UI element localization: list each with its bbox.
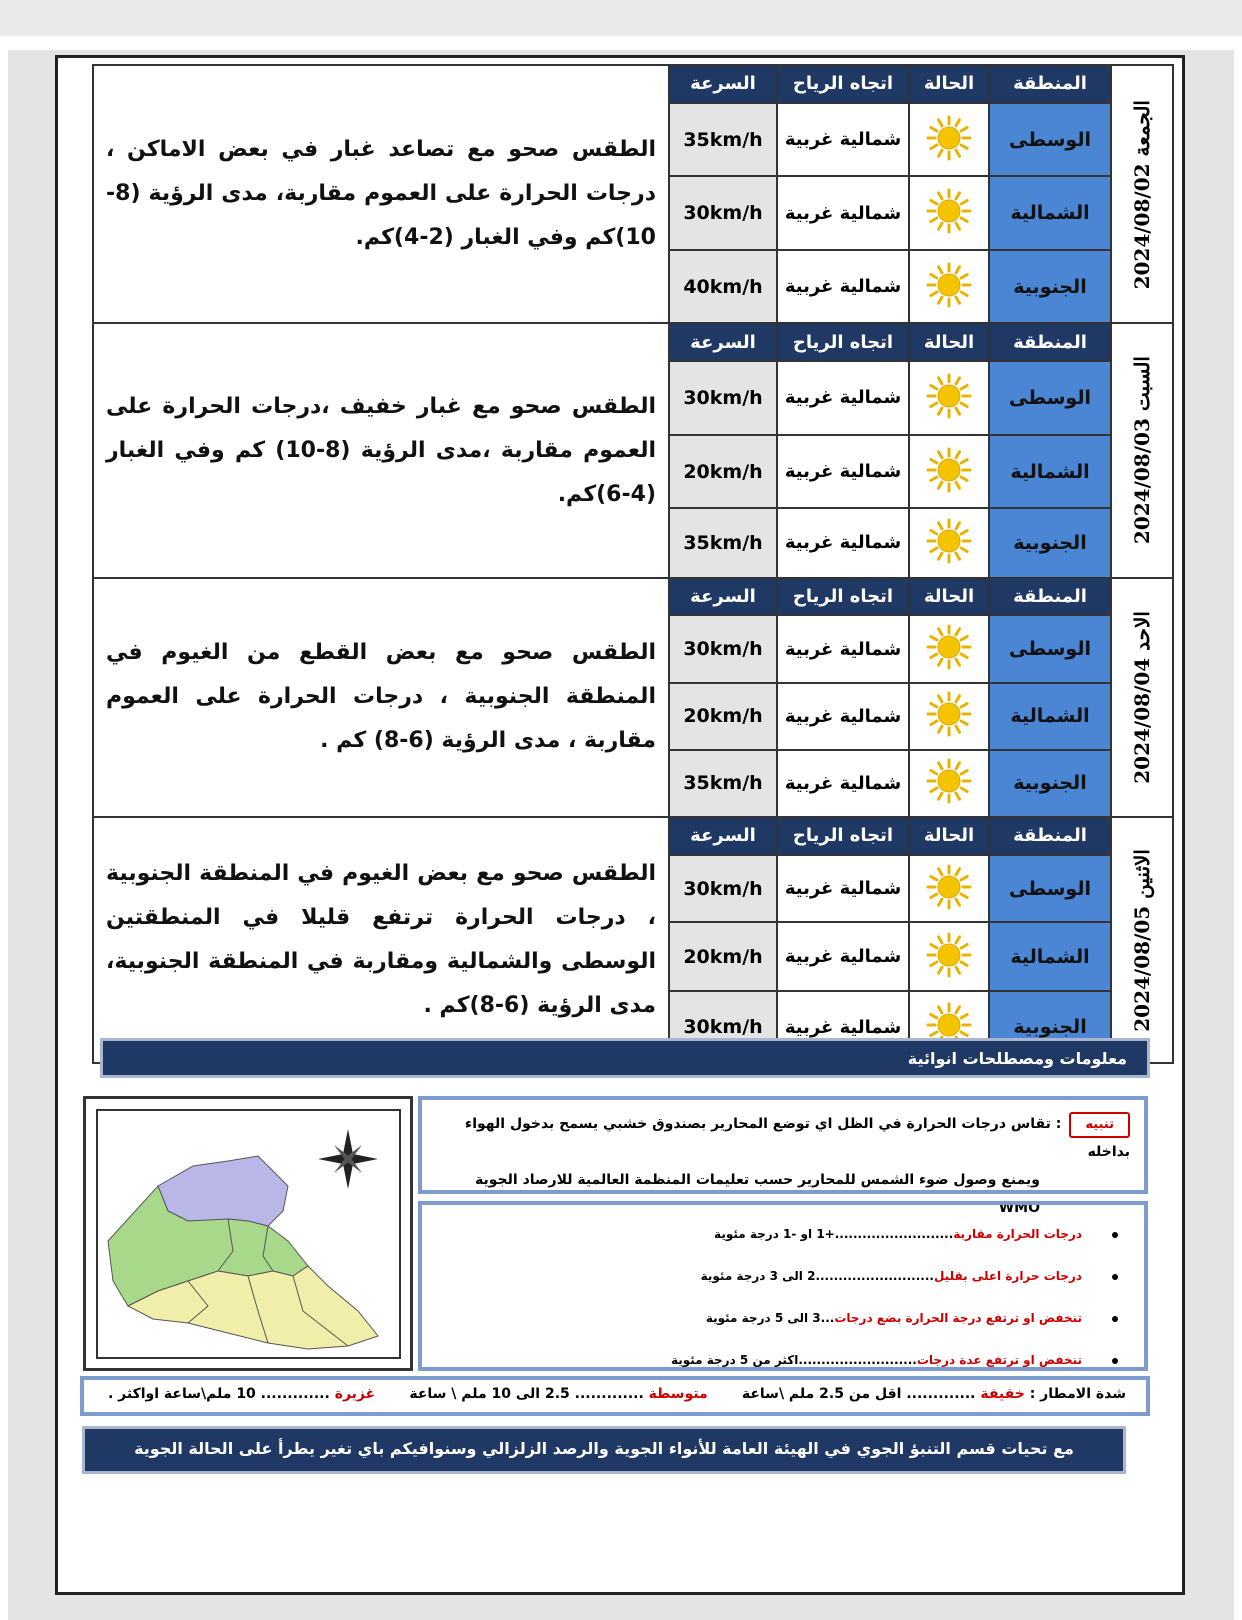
speed-cell: 20km/h xyxy=(669,922,777,991)
sun-icon xyxy=(925,623,973,675)
rain-light-value: ............. اقل من 2.5 ملم \ساعة xyxy=(741,1386,976,1402)
header-speed: السرعة xyxy=(669,578,777,616)
forecast-page xyxy=(55,55,1185,1595)
day-date: الاثنين 2024/08/05 xyxy=(1111,817,1173,1063)
region-cell: الوسطى xyxy=(989,855,1111,922)
top-bar xyxy=(0,0,1242,36)
header-region: المنطقة xyxy=(989,65,1111,103)
header-speed: السرعة xyxy=(669,817,777,855)
status-cell xyxy=(909,176,989,250)
region-cell: الشمالية xyxy=(989,176,1111,250)
wind-cell: شمالية غربية xyxy=(777,361,909,435)
term-name: تنخفض او ترتفع عدة درجات xyxy=(916,1353,1082,1367)
iraq-map-graphic xyxy=(98,1111,399,1357)
warning-note xyxy=(418,1096,1148,1216)
speed-cell: 20km/h xyxy=(669,683,777,750)
status-cell xyxy=(909,250,989,324)
forecast-table xyxy=(92,64,1174,1064)
header-wind: اتجاه الرياح xyxy=(777,817,909,855)
header-region: المنطقة xyxy=(989,578,1111,616)
speed-cell: 30km/h xyxy=(669,991,777,1063)
rain-heavy-value: ............. 10 ملم\ساعة اواكثر . xyxy=(107,1386,330,1402)
warning-line-1: : تقاس درجات الحرارة في الظل اي توضع المحارير بصندوق خشبي يسمح بدخول الهواء بداخله xyxy=(465,1116,1130,1160)
warning-line-2: ويمنع وصول ضوء الشمس للمحارير حسب تعليمات المنظمة العالمية للارصاد الجوية WMO xyxy=(475,1172,1040,1216)
rain-heavy: غزيرة xyxy=(334,1386,376,1402)
wind-cell: شمالية غربية xyxy=(777,103,909,177)
rain-medium: متوسطة xyxy=(648,1386,708,1402)
term-row xyxy=(422,1339,1118,1381)
rain-intensity xyxy=(80,1376,1150,1416)
header-wind: اتجاه الرياح xyxy=(777,65,909,103)
day-description: الطقس صحو مع غبار خفيف ،درجات الحرارة على العموم مقاربة ،مدى الرؤية (8-10) كم وفي الغبار (4-6)كم. xyxy=(93,323,669,577)
sun-icon xyxy=(925,757,973,809)
region-cell: الوسطى xyxy=(989,103,1111,177)
status-cell xyxy=(909,508,989,577)
header-wind: اتجاه الرياح xyxy=(777,578,909,616)
term-name: تنخفض او ترتفع درجة الحرارة بضع درجات xyxy=(834,1311,1082,1325)
region-cell: الشمالية xyxy=(989,922,1111,991)
wind-cell: شمالية غربية xyxy=(777,508,909,577)
wind-cell: شمالية غربية xyxy=(777,615,909,682)
sun-icon xyxy=(925,187,973,239)
wind-cell: شمالية غربية xyxy=(777,855,909,922)
wind-cell: شمالية غربية xyxy=(777,176,909,250)
header-region: المنطقة xyxy=(989,817,1111,855)
map-frame xyxy=(83,1096,413,1371)
day-description: الطقس صحو مع تصاعد غبار في بعض الاماكن ، درجات الحرارة على العموم مقاربة، مدى الرؤية (8-10)كم وفي الغبار (2-4)كم. xyxy=(93,65,669,323)
status-cell xyxy=(909,615,989,682)
header-status: الحالة xyxy=(909,578,989,616)
region-cell: الجنوبية xyxy=(989,508,1111,577)
notes-title: معلومات ومصطلحات انوائية xyxy=(100,1038,1150,1078)
region-cell: الجنوبية xyxy=(989,750,1111,817)
status-cell xyxy=(909,361,989,435)
status-cell xyxy=(909,922,989,991)
speed-cell: 20km/h xyxy=(669,435,777,509)
status-cell xyxy=(909,750,989,817)
sun-icon xyxy=(925,372,973,424)
term-row xyxy=(422,1213,1118,1255)
speed-cell: 30km/h xyxy=(669,361,777,435)
term-name: درجات الحرارة مقاربة xyxy=(953,1227,1082,1241)
term-name: درجات حرارة اعلى بقليل xyxy=(933,1269,1082,1283)
region-cell: الوسطى xyxy=(989,361,1111,435)
term-row xyxy=(422,1255,1118,1297)
wind-cell: شمالية غربية xyxy=(777,435,909,509)
sun-icon xyxy=(925,517,973,569)
day-date: السبت 2024/08/03 xyxy=(1111,323,1173,577)
status-cell xyxy=(909,103,989,177)
header-status: الحالة xyxy=(909,65,989,103)
terms-list xyxy=(418,1201,1148,1371)
term-value: ..........................2 الى 3 درجة مئوية xyxy=(700,1269,934,1283)
speed-cell: 35km/h xyxy=(669,103,777,177)
status-cell xyxy=(909,855,989,922)
speed-cell: 30km/h xyxy=(669,176,777,250)
rain-medium-value: ............. 2.5 الى 10 ملم \ ساعة xyxy=(409,1386,644,1402)
term-value: ..........................اكثر من 5 درجة مئوية xyxy=(670,1353,917,1367)
header-status: الحالة xyxy=(909,323,989,361)
wind-cell: شمالية غربية xyxy=(777,922,909,991)
day-date: الاحد 2024/08/04 xyxy=(1111,578,1173,817)
header-speed: السرعة xyxy=(669,323,777,361)
warning-badge: تنبيه xyxy=(1069,1112,1130,1138)
speed-cell: 35km/h xyxy=(669,750,777,817)
sun-icon xyxy=(925,261,973,313)
speed-cell: 35km/h xyxy=(669,508,777,577)
compass-icon xyxy=(318,1129,378,1189)
region-cell: الوسطى xyxy=(989,615,1111,682)
term-value: ...3 الى 5 درجة مئوية xyxy=(705,1311,835,1325)
day-description: الطقس صحو مع بعض الغيوم في المنطقة الجنوبية ، درجات الحرارة ترتفع قليلا في المنطقتين الوسطى والشمالية ومقاربة في المنطقة الجنوبية، مدى الرؤية (6-8)كم . xyxy=(93,817,669,1063)
day-date: الجمعة 2024/08/02 xyxy=(1111,65,1173,323)
wind-cell: شمالية غربية xyxy=(777,683,909,750)
region-cell: الجنوبية xyxy=(989,991,1111,1063)
day-description: الطقس صحو مع بعض القطع من الغيوم في المنطقة الجنوبية ، درجات الحرارة على العموم مقاربة ، مدى الرؤية (6-8) كم . xyxy=(93,578,669,817)
sun-icon xyxy=(925,446,973,498)
term-value: ..........................+1 او -1 درجة مئوية xyxy=(714,1227,954,1241)
header-status: الحالة xyxy=(909,817,989,855)
speed-cell: 30km/h xyxy=(669,855,777,922)
sun-icon xyxy=(925,863,973,915)
wind-cell: شمالية غربية xyxy=(777,991,909,1063)
status-cell xyxy=(909,683,989,750)
region-cell: الجنوبية xyxy=(989,250,1111,324)
term-row xyxy=(422,1297,1118,1339)
region-cell: الشمالية xyxy=(989,435,1111,509)
header-region: المنطقة xyxy=(989,323,1111,361)
speed-cell: 30km/h xyxy=(669,615,777,682)
rain-label: شدة الامطار : xyxy=(1029,1386,1126,1402)
speed-cell: 40km/h xyxy=(669,250,777,324)
sun-icon xyxy=(925,931,973,983)
wind-cell: شمالية غربية xyxy=(777,750,909,817)
sun-icon xyxy=(925,114,973,166)
header-speed: السرعة xyxy=(669,65,777,103)
iraq-map xyxy=(96,1109,401,1359)
header-wind: اتجاه الرياح xyxy=(777,323,909,361)
status-cell xyxy=(909,435,989,509)
footer-banner: مع تحيات قسم التنبؤ الجوي في الهيئة العامة للأنواء الجوية والرصد الزلزالي وسنوافيكم باي تغير يطرأ على الحالة الجوية xyxy=(82,1426,1126,1474)
region-cell: الشمالية xyxy=(989,683,1111,750)
wind-cell: شمالية غربية xyxy=(777,250,909,324)
rain-light: خفيفة xyxy=(980,1386,1025,1402)
sun-icon xyxy=(925,690,973,742)
